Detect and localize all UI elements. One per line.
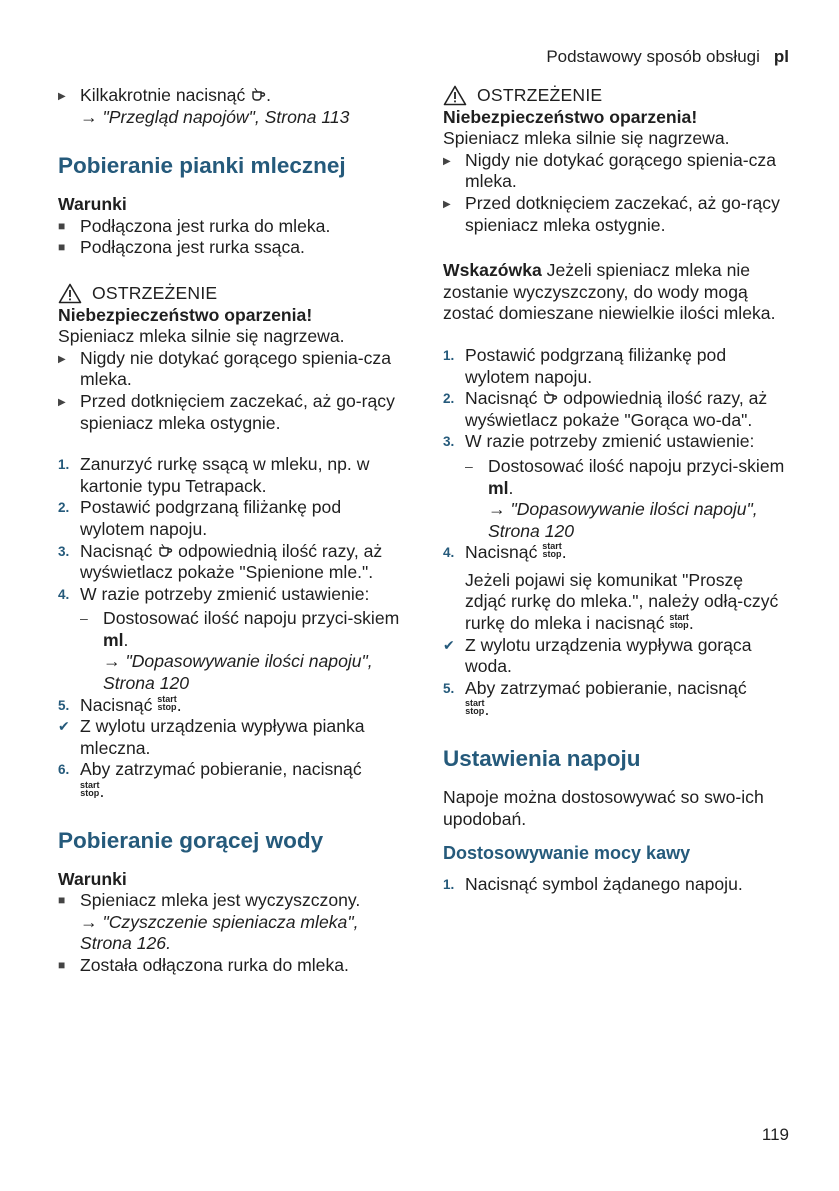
subsection-heading-coffee-strength: Dostosowywanie mocy kawy	[443, 843, 691, 864]
step-item: 2. Postawić podgrzaną filiżankę pod wylotem napoju.	[58, 497, 342, 539]
warning-heading: Niebezpieczeństwo oparzenia!	[443, 106, 698, 127]
square-bullet-icon: ■	[58, 218, 66, 233]
result-item: ✔ Z wylotu urządzenia wypływa pianka mleczna.	[58, 716, 365, 758]
step-item: 2. Nacisnąć odpowiednią ilość razy, aż wyświetlacz pokaże "Gorąca wo-da".	[443, 388, 768, 430]
step-item: 4. Nacisnąć start stop.	[443, 541, 567, 563]
step-number: 5.	[58, 697, 70, 713]
start-stop-icon: start stop	[80, 780, 100, 799]
arrow-icon: →	[103, 651, 121, 672]
cup-icon	[542, 390, 558, 406]
step-item: 5. Aby zatrzymać pobieranie, nacisnąć start stop.	[443, 677, 747, 720]
conditions-label: Warunki	[58, 194, 127, 215]
step-item: 6. Aby zatrzymać pobieranie, nacisnąć start stop.	[58, 759, 362, 802]
step-note: Jeżeli pojawi się komunikat "Proszę zdjąć rurkę do mleka.", należy odłą-czyć rurkę do mleka i nacisnąć start stop.	[465, 569, 779, 634]
list-item: ▶ Przed dotknięciem zaczekać, aż go-rący spieniacz mleka ostygnie.	[58, 390, 395, 433]
arrow-icon: →	[80, 106, 98, 127]
list-item: ▶ Nigdy nie dotykać gorącego spienia-cza mleka.	[58, 347, 392, 390]
step-number: 4.	[58, 586, 70, 602]
section-heading-drink-settings: Ustawienia napoju	[443, 746, 641, 772]
check-icon: ✔	[58, 718, 70, 735]
step-item: 4. W razie potrzeby zmienić ustawienie:	[58, 583, 370, 604]
step-number: 4.	[443, 545, 455, 561]
step-number: 5.	[443, 680, 455, 696]
warning-triangle-icon	[58, 283, 82, 304]
settings-text: Napoje można dostosowywać so swo-ich upodobań.	[443, 787, 764, 829]
dash-bullet: –	[80, 610, 88, 627]
left-column	[58, 85, 403, 977]
ml-button-label: ml	[488, 477, 509, 498]
step-number: 1.	[443, 347, 455, 363]
triangle-bullet-icon: ▶	[58, 396, 66, 408]
step-number: 2.	[443, 391, 455, 407]
check-icon: ✔	[443, 636, 455, 653]
cross-reference[interactable]: → "Przegląd napojów", Strona 113	[80, 106, 350, 127]
section-heading-hot-water: Pobieranie gorącej wody	[58, 827, 324, 853]
warning-triangle-icon	[443, 85, 467, 106]
step-item: 3. W razie potrzeby zmienić ustawienie:	[443, 431, 755, 452]
sub-item: – Dostosować ilość napoju przyci-skiem ml. → "Dopasowywanie ilości napoju", Strona 120	[58, 608, 403, 694]
cup-icon	[157, 543, 173, 559]
step-number: 1.	[443, 877, 455, 893]
step-number: 2.	[58, 500, 70, 516]
warning-header	[58, 283, 403, 305]
warning-header	[443, 85, 788, 107]
warning-text: Spieniacz mleka silnie się nagrzewa.	[443, 128, 730, 149]
start-stop-icon: start stop	[542, 541, 562, 560]
triangle-bullet-icon: ▶	[58, 91, 66, 102]
step-number: 1.	[58, 457, 70, 473]
cross-reference[interactable]: → "Czyszczenie spieniacza mleka", Strona 126.	[80, 911, 359, 954]
triangle-bullet-icon: ▶	[443, 198, 451, 210]
running-header	[546, 46, 789, 68]
arrow-icon: →	[488, 499, 506, 520]
conditions-label: Warunki	[58, 868, 127, 889]
hint-paragraph: Wskazówka Jeżeli spieniacz mleka nie zostanie wyczyszczony, do wody mogą zostać domieszane niewielkie ilości mleka.	[443, 260, 776, 324]
list-item: ■ Podłączona jest rurka ssąca.	[58, 237, 305, 258]
triangle-bullet-icon: ▶	[58, 353, 66, 365]
warning-title: OSTRZEŻENIE	[477, 85, 603, 105]
sub-item: – Dostosować ilość napoju przyci-skiem ml. → "Dopasowywanie ilości napoju", Strona 120	[443, 456, 788, 542]
square-bullet-icon: ■	[58, 958, 66, 972]
list-item: ■ Podłączona jest rurka do mleka.	[58, 215, 331, 236]
section-heading-milk-foam: Pobieranie pianki mlecznej	[58, 153, 346, 179]
cross-reference[interactable]: → "Dopasowywanie ilości napoju", Strona 120	[488, 499, 758, 541]
step-item: 5. Nacisnąć start stop.	[58, 693, 182, 715]
section-title: Podstawowy sposób obsługi	[546, 47, 760, 66]
warning-title: OSTRZEŻENIE	[92, 282, 218, 303]
start-stop-icon: start stop	[157, 693, 177, 712]
arrow-icon: →	[80, 911, 98, 932]
hint-label: Wskazówka	[443, 260, 542, 281]
step-item: 3. Nacisnąć odpowiednią ilość razy, aż wyświetlacz pokaże "Spienione mle.".	[58, 540, 383, 583]
warning-text: Spieniacz mleka silnie się nagrzewa.	[58, 326, 345, 347]
step-number: 3.	[443, 434, 455, 450]
step-item: 1. Postawić podgrzaną filiżankę pod wylotem napoju.	[443, 344, 727, 387]
cross-reference[interactable]: → "Dopasowywanie ilości napoju", Strona 120	[103, 651, 373, 694]
dash-bullet: –	[465, 457, 473, 474]
list-item: ▶ Przed dotknięciem zaczekać, aż go-rący spieniacz mleka ostygnie.	[443, 192, 780, 235]
start-stop-icon: start stop	[465, 698, 485, 717]
square-bullet-icon: ■	[58, 893, 66, 908]
warning-heading: Niebezpieczeństwo oparzenia!	[58, 304, 313, 325]
list-item: ■ Spieniacz mleka jest wyczyszczony. → "Czyszczenie spieniacza mleka", Strona 126.	[58, 890, 403, 955]
page-number: 119	[761, 1125, 789, 1144]
step-number: 3.	[58, 543, 70, 559]
square-bullet-icon: ■	[58, 240, 66, 255]
cup-icon	[250, 87, 266, 103]
step-item: 1. Nacisnąć symbol żądanego napoju.	[443, 874, 743, 895]
step-item: 1. Zanurzyć rurkę ssącą w mleku, np. w kartonie typu Tetrapack.	[58, 454, 370, 496]
start-stop-icon: start stop	[669, 612, 689, 631]
result-item: ✔ Z wylotu urządzenia wypływa gorąca woda.	[443, 634, 752, 677]
triangle-bullet-icon: ▶	[443, 155, 451, 167]
language-code: pl	[773, 47, 789, 66]
right-column	[443, 85, 788, 896]
list-item: ■ Została odłączona rurka do mleka.	[58, 955, 349, 975]
list-item: ▶ Kilkakrotnie nacisnąć . → "Przegląd napojów", Strona 113	[58, 85, 403, 128]
step-number: 6.	[58, 762, 70, 778]
ml-button-label: ml	[103, 629, 124, 650]
list-item: ▶ Nigdy nie dotykać gorącego spienia-cza mleka.	[443, 149, 777, 192]
